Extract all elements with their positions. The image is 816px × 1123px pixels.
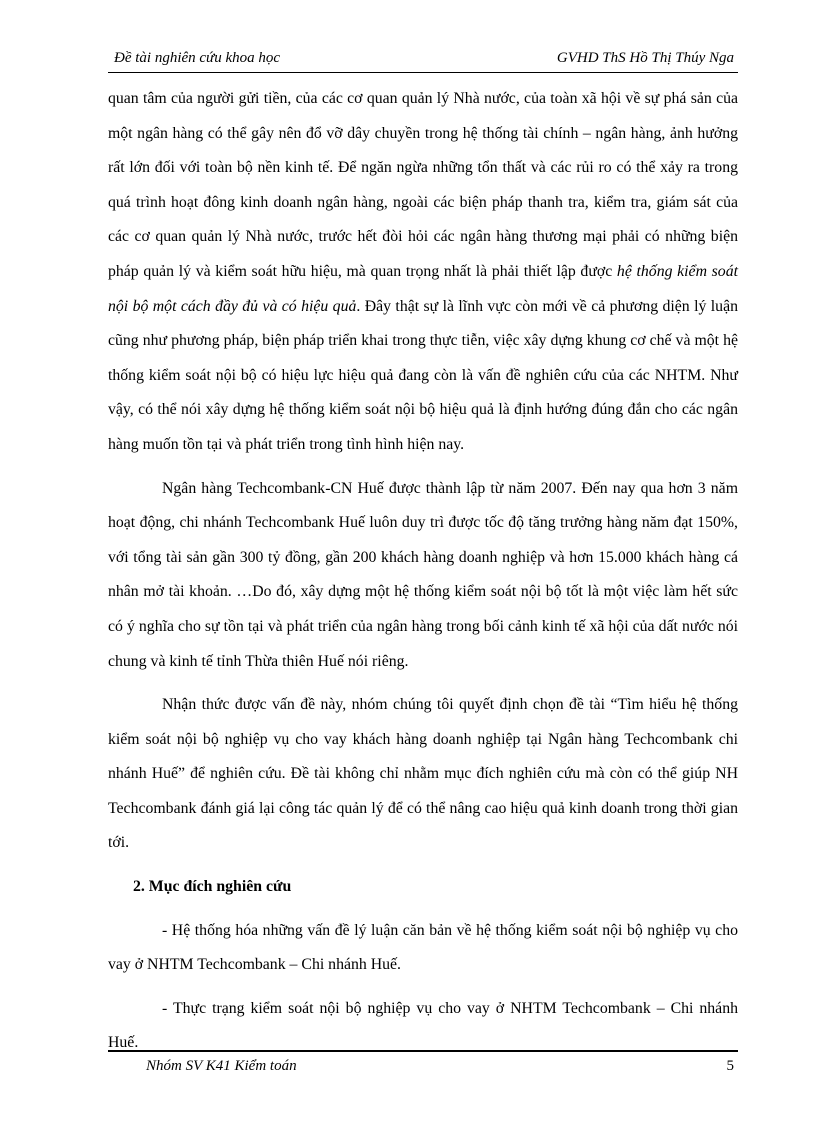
section-item-2: - Thực trạng kiểm soát nội bộ nghiệp vụ cho vay ở NHTM Techcombank – Chi nhánh Huế. — [108, 999, 738, 1052]
paragraph-2: Ngân hàng Techcombank-CN Huế được thành lập từ năm 2007. Đến nay qua hơn 3 năm hoạt động, chi nhánh Techcombank Huế luôn duy trì được tốc độ tăng trưởng hàng năm đạt 150%, với tổng tài sản gần 300 tỷ đồng, gần 200 khách hàng doanh nghiệp và hơn 15.000 khách hàng cá nhân mở tài khoản. …Do đó, xây dựng một hệ thống kiểm soát nội bộ tốt là một việc làm hết sức có ý nghĩa cho sự tồn tại và phát triển của ngân hàng trong bối cảnh kinh tế xã hội của dất nước nói chung và kinh tế tỉnh Thừa thiên Huế nói riêng. — [108, 479, 738, 670]
paragraph-1-text-b: . Đây thật sự là lĩnh vực còn mới về cả phương diện lý luận cũng như phương pháp, biện pháp triển khai trong thực tiễn, việc xây dựng khung cơ chế và một hệ thống kiểm soát nội bộ có hiệu lực hiệu quả đang còn là vấn đề nghiên cứu của các NHTM. Như vậy, có thể nói xây dựng hệ thống kiểm soát nội bộ hiệu quả là định hướng đúng đắn cho các ngân hàng muốn tồn tại và phát triển trong tình hình hiện nay. — [108, 297, 738, 453]
paragraph-1-text-a: quan tâm của người gửi tiền, của các cơ quan quản lý Nhà nước, của toàn xã hội về sự phá sản của một ngân hàng có thể gây nên đổ vỡ dây chuyền trong hệ thống tài chính – ngân hàng, ảnh hưởng rất lớn đối với toàn bộ nền kinh tế. Để ngăn ngừa những tổn thất và các rủi ro có thể xảy ra trong quá trình hoạt đông kinh doanh ngân hàng, ngoài các biện pháp thanh tra, kiểm tra, giám sát của các cơ quan quản lý Nhà nước, trước hết đòi hỏi các ngân hàng thương mại phải có những biện pháp quản lý và kiểm soát hữu hiệu, mà quan trọng nhất là phải thiết lập được — [108, 90, 738, 280]
page-footer — [108, 1056, 738, 1080]
header-title: Đề tài nghiên cứu khoa học — [114, 50, 281, 66]
section-heading: 2. Mục đích nghiên cứu — [133, 878, 292, 896]
page-header — [108, 46, 738, 73]
paragraph-1-emphasis: hệ thống kiểm soát nội bộ một cách đầy đủ và có hiệu quả — [108, 262, 738, 315]
page-body — [108, 82, 738, 1061]
section-item-1: - Hệ thống hóa những vấn đề lý luận căn bản về hệ thống kiểm soát nội bộ nghiệp vụ cho vay ở NHTM Techcombank – Chi nhánh Huế. — [108, 921, 738, 974]
paragraph-1 — [108, 82, 738, 463]
page-number: 5 — [726, 1058, 734, 1074]
paragraph-3: Nhận thức được vấn đề này, nhóm chúng tôi quyết định chọn đề tài “Tìm hiểu hệ thống kiểm soát nội bộ nghiệp vụ cho vay khách hàng doanh nghiệp tại Ngân hàng Techcombank chi nhánh Huế” để nghiên cứu. Đề tài không chỉ nhằm mục đích nghiên cứu mà còn có thể giúp NH Techcombank đánh giá lại công tác quản lý để có thể nâng cao hiệu quả kinh doanh trong thời gian tới. — [108, 696, 738, 852]
footer-divider — [108, 1050, 738, 1052]
footer-group: Nhóm SV K41 Kiểm toán — [146, 1058, 297, 1074]
header-advisor: GVHD ThS Hồ Thị Thúy Nga — [556, 50, 734, 66]
